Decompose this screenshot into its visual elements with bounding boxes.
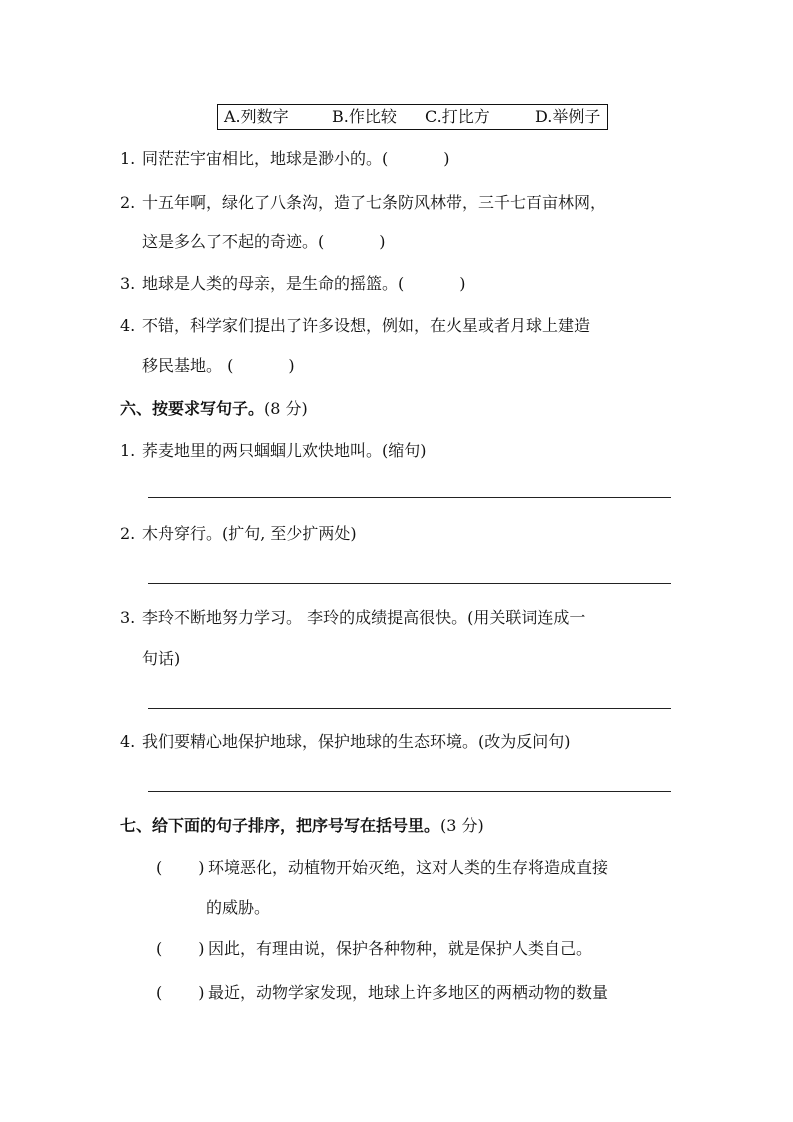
option-d: D.举例子 bbox=[535, 107, 601, 126]
question-2: 2. 十五年啊，绿化了八条沟，造了七条防风林带，三千七百亩林网， bbox=[120, 193, 607, 212]
question-1: 1. 同茫茫宇宙相比，地球是渺小的。( ) bbox=[120, 149, 450, 168]
answer-line-2[interactable] bbox=[148, 583, 671, 584]
order-bracket[interactable]: ( ) bbox=[156, 858, 205, 877]
answer-line-1[interactable] bbox=[148, 497, 671, 498]
order-item-3: ( ) 最近，动物学家发现，地球上许多地区的两栖动物的数量 bbox=[156, 983, 609, 1002]
option-c: C.打比方 bbox=[425, 107, 490, 126]
s6-question-3-cont: 句话) bbox=[142, 649, 181, 668]
option-b: B.作比较 bbox=[332, 107, 397, 126]
order-item-1-cont: 的威胁。 bbox=[206, 898, 271, 917]
s6-question-2: 2. 木舟穿行。(扩句, 至少扩两处) bbox=[120, 524, 357, 543]
order-item-2: ( ) 因此，有理由说，保护各种物种，就是保护人类自己。 bbox=[156, 939, 593, 958]
section-6-title: 六、按要求写句子。(8 分) bbox=[120, 399, 308, 418]
s6-question-1: 1. 荞麦地里的两只蝈蝈儿欢快地叫。(缩句) bbox=[120, 441, 427, 460]
order-bracket[interactable]: ( ) bbox=[156, 939, 205, 958]
option-a: A.列数字 bbox=[224, 107, 289, 126]
question-4-cont: 移民基地。 ( ) bbox=[142, 356, 295, 375]
question-3: 3. 地球是人类的母亲，是生命的摇篮。( ) bbox=[120, 274, 466, 293]
answer-line-4[interactable] bbox=[148, 791, 671, 792]
s6-question-4: 4. 我们要精心地保护地球，保护地球的生态环境。(改为反问句) bbox=[120, 732, 571, 751]
question-2-cont: 这是多么了不起的奇迹。( ) bbox=[142, 232, 386, 251]
question-4: 4. 不错，科学家们提出了许多设想，例如，在火星或者月球上建造 bbox=[120, 316, 591, 335]
options-box bbox=[217, 104, 608, 130]
section-7-title: 七、给下面的句子排序，把序号写在括号里。(3 分) bbox=[120, 816, 484, 835]
order-item-1: ( ) 环境恶化，动植物开始灭绝，这对人类的生存将造成直接 bbox=[156, 858, 609, 877]
order-bracket[interactable]: ( ) bbox=[156, 983, 205, 1002]
answer-line-3[interactable] bbox=[148, 708, 671, 709]
s6-question-3: 3. 李玲不断地努力学习。 李玲的成绩提高很快。(用关联词连成一 bbox=[120, 608, 586, 627]
